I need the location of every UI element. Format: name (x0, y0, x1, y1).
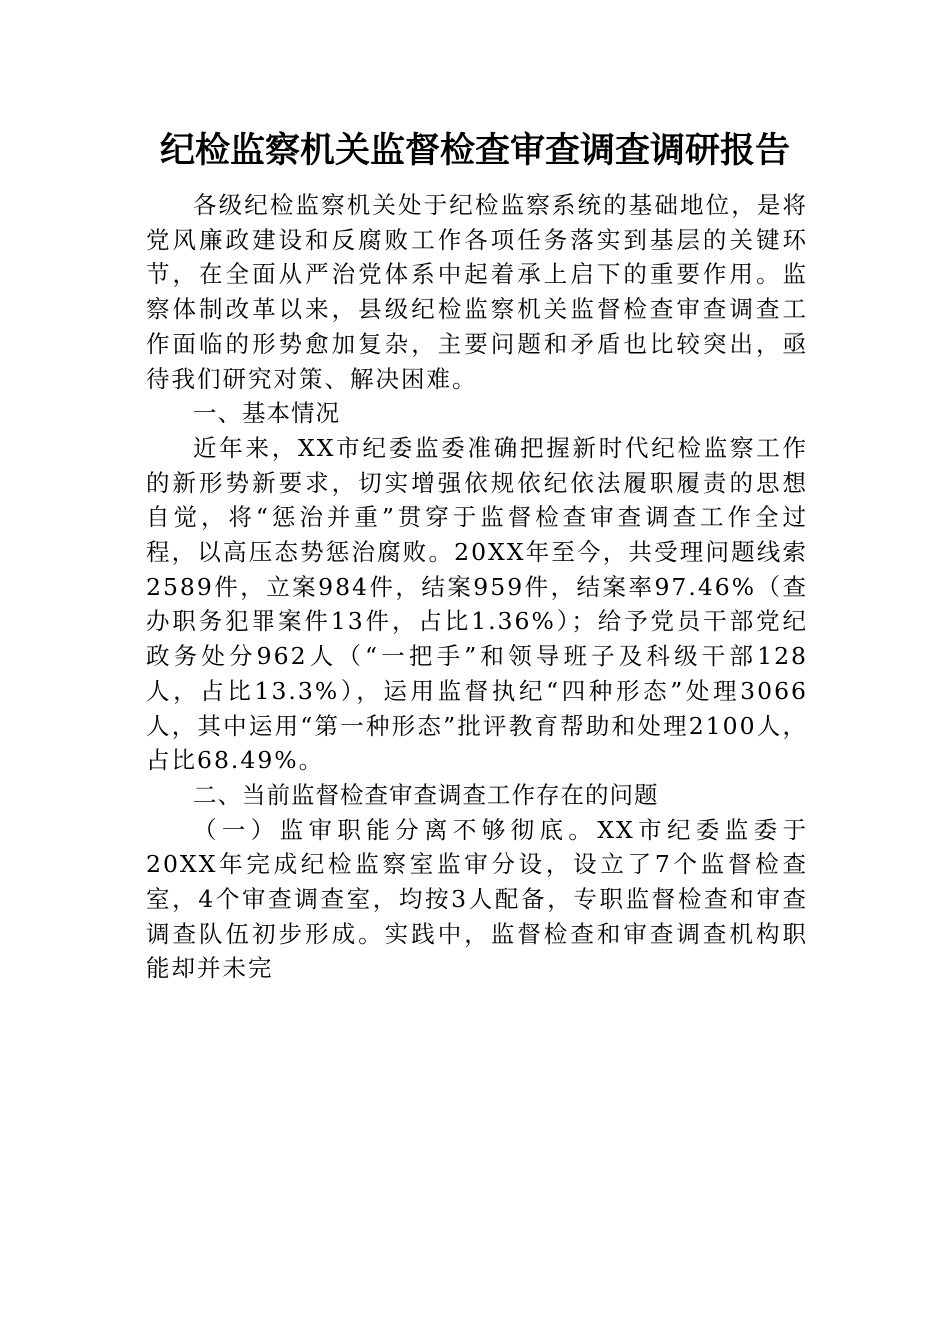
document-body (146, 188, 808, 986)
document-title: 纪检监察机关监督检查审查调查调研报告 (159, 130, 790, 171)
section-heading-existing-problems: 二、当前监督检查审查调查工作存在的问题 (193, 780, 659, 809)
problem-one-paragraph: （一）监审职能分离不够彻底。XX市纪委监委于20XX年完成纪检监察室监审分设，设立了7个监督检查室，4个审查调查室，均按3人配备，专职监督检查和审查调查队伍初步形成。实践中，监督检查和审查调查机构职能却并未完 (146, 815, 808, 983)
section-heading-basic-situation: 一、基本情况 (193, 399, 340, 428)
basic-situation-paragraph: 近年来，XX市纪委监委准确把握新时代纪检监察工作的新形势新要求，切实增强依规依纪依法履职履责的思想自觉，将“惩治并重”贯穿于监督检查审查调查工作全过程，以高压态势惩治腐败。20XX年至今，共受理问题线索2589件，立案984件，结案959件，结案率97.46%（查办职务犯罪案件13件，占比1.36%）；给予党员干部党纪政务处分962人（“一把手”和领导班子及科级干部128人，占比13.3%），运用监督执纪“四种形态”处理3066人，其中运用“第一种形态”批评教育帮助和处理2100人，占比68.49%。 (146, 433, 808, 775)
intro-paragraph: 各级纪检监察机关处于纪检监察系统的基础地位，是将党风廉政建设和反腐败工作各项任务落实到基层的关键环节，在全面从严治党体系中起着承上启下的重要作用。监察体制改革以来，县级纪检监察机关监督检查审查调查工作面临的形势愈加复杂，主要问题和矛盾也比较突出，亟待我们研究对策、解决困难。 (146, 191, 808, 393)
